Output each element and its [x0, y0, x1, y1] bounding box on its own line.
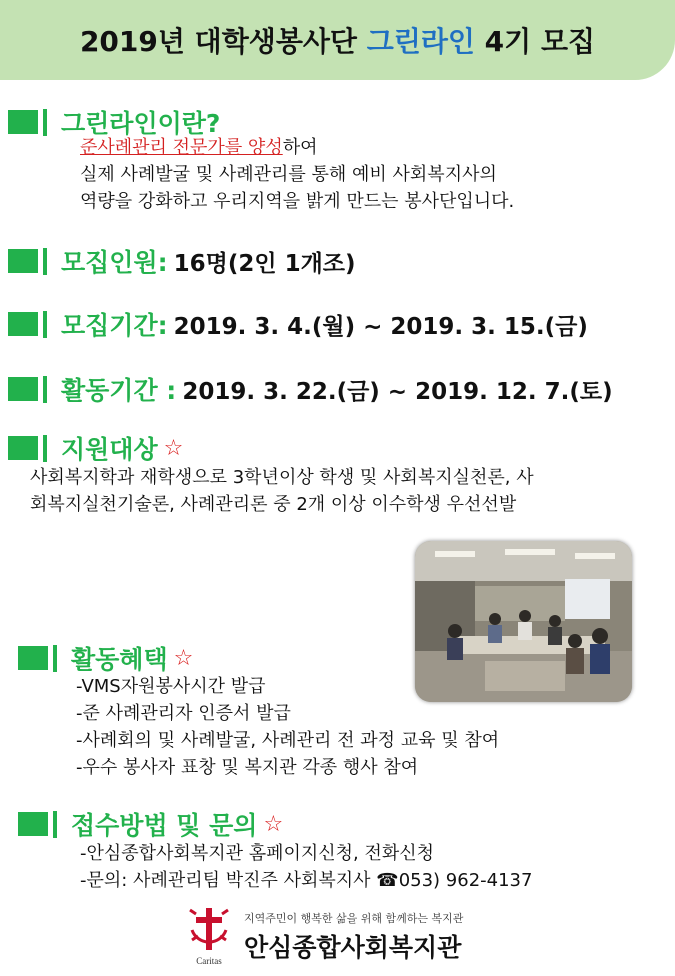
benefits-list — [76, 673, 499, 781]
recruit-count-value: 16명(2인 1개조) — [173, 250, 356, 277]
green-square-icon — [8, 312, 38, 336]
star-outline-icon: ☆ — [263, 811, 284, 837]
green-bar-icon — [43, 248, 47, 275]
list-item: -사례회의 및 사례발굴, 사례관리 전 과정 교육 및 참여 — [76, 730, 500, 751]
star-outline-icon: ☆ — [173, 645, 194, 671]
footer — [186, 906, 463, 968]
phone-number: 053) 962-4137 — [398, 870, 533, 891]
green-square-icon — [18, 646, 48, 670]
section-benefits-heading — [18, 640, 193, 676]
about-text: 준사례관리 전문가를 양성하여 실제 사례발굴 및 사례관리를 통해 예비 사회복지사의 역량을 강화하고 우리지역을 밝게 만드는 봉사단입니다. — [80, 137, 515, 212]
apply-heading: 접수방법 및 문의 — [71, 811, 258, 840]
section-apply-heading — [18, 806, 283, 842]
section-activity-period — [8, 371, 613, 407]
recruit-period-heading: 모집기간: — [61, 311, 168, 340]
green-bar-icon — [43, 311, 47, 338]
recruit-count-heading: 모집인원: — [61, 248, 168, 277]
green-bar-icon — [43, 109, 47, 136]
eligibility-text: 사회복지학과 재학생으로 3학년이상 학생 및 사회복지실천론, 사 회복지실천기술론, 사례관리론 중 2개 이상 이수학생 우선선발 — [30, 467, 534, 515]
section-eligibility-heading — [8, 430, 183, 466]
svg-text:Caritas: Caritas — [196, 956, 222, 966]
list-item: -VMS자원봉사시간 발급 — [76, 676, 266, 697]
green-bar-icon — [43, 376, 47, 403]
title-highlight: 그린라인 — [366, 25, 475, 58]
section-recruit-count — [8, 243, 356, 279]
caritas-logo — [186, 906, 232, 968]
green-square-icon — [8, 377, 38, 401]
eligibility-heading: 지원대상 — [61, 435, 158, 464]
green-square-icon — [18, 812, 48, 836]
footer-slogan: 지역주민이 행복한 삶을 위해 함께하는 복지관 — [244, 912, 464, 925]
green-bar-icon — [43, 435, 47, 462]
phone-icon: ☎ — [376, 870, 399, 891]
green-bar-icon — [53, 811, 57, 838]
list-item: -우수 봉사자 표창 및 복지관 각종 행사 참여 — [76, 757, 419, 778]
recruit-period-value: 2019. 3. 4.(월) ~ 2019. 3. 15.(금) — [173, 313, 588, 340]
caritas-cross-icon — [186, 906, 232, 968]
about-emphasis: 준사례관리 전문가를 양성 — [80, 137, 283, 158]
list-item: -준 사례관리자 인증서 발급 — [76, 703, 291, 724]
about-heading: 그린라인이란? — [61, 109, 221, 138]
organization-name: 안심종합사회복지관 — [244, 933, 462, 962]
activity-period-value: 2019. 3. 22.(금) ~ 2019. 12. 7.(토) — [182, 378, 613, 405]
green-square-icon — [8, 110, 38, 134]
section-recruit-period — [8, 306, 588, 342]
page-title: 2019년 대학생봉사단 그린라인 4기 모집 — [79, 25, 596, 58]
green-square-icon — [8, 436, 38, 460]
green-square-icon — [8, 249, 38, 273]
benefits-heading: 활동혜택 — [71, 645, 168, 674]
star-outline-icon: ☆ — [163, 435, 184, 461]
apply-text: -안심종합사회복지관 홈페이지신청, 전화신청 -문의: 사례관리팀 박진주 사회복지사 ☎053) 962-4137 — [80, 843, 533, 891]
activity-period-heading: 활동기간 : — [61, 376, 177, 405]
green-bar-icon — [53, 645, 57, 672]
